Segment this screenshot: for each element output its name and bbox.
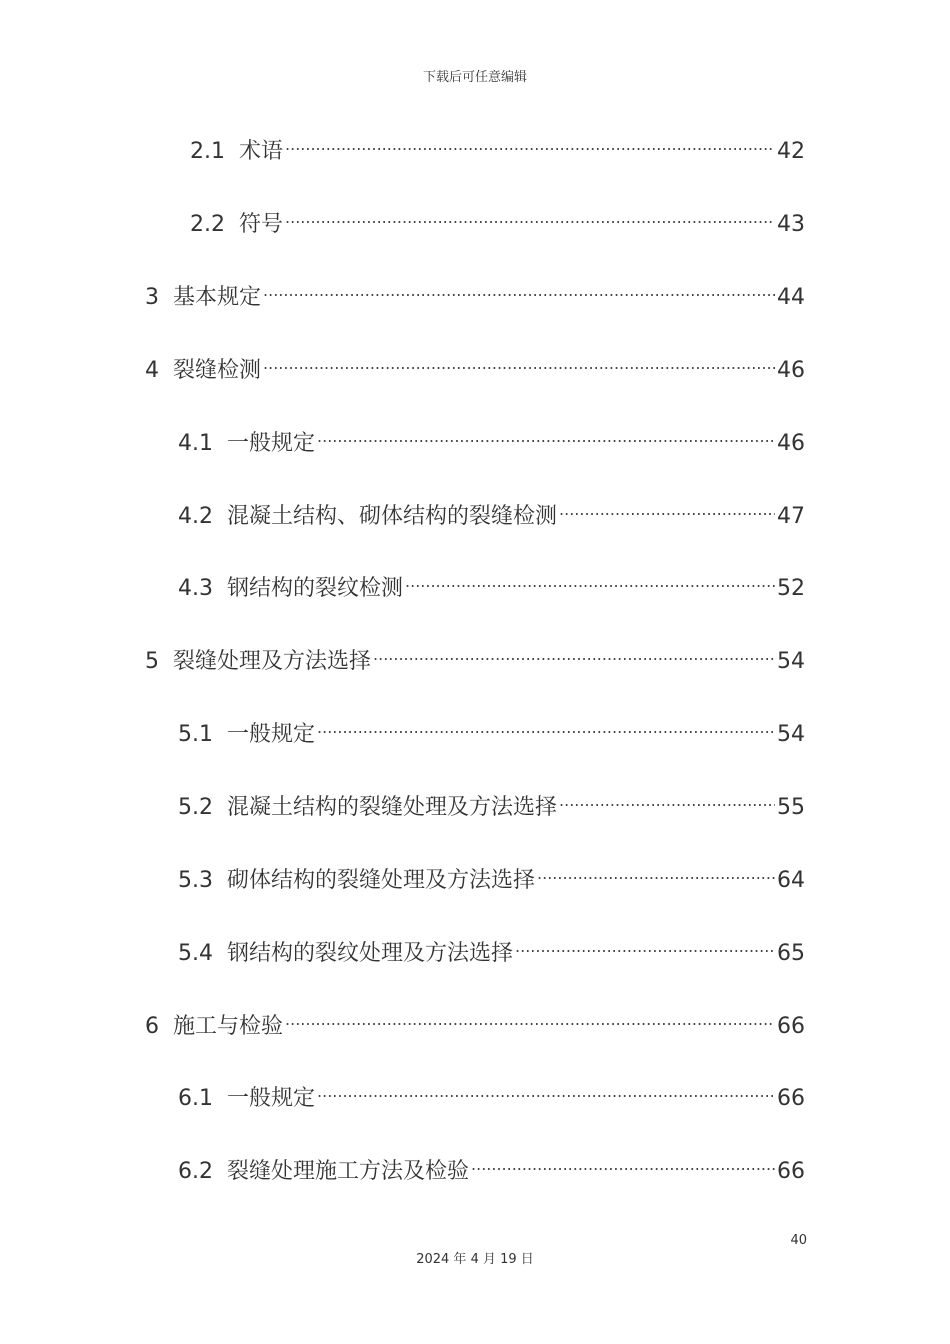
toc-entry-5-2[interactable] — [178, 790, 805, 824]
toc-dot-leader — [515, 934, 775, 956]
toc-entry-4-2[interactable] — [178, 499, 805, 533]
toc-entry-number: 5.2 — [178, 795, 213, 820]
toc-dot-leader — [285, 1007, 775, 1029]
toc-entry-title: 混凝土结构的裂缝处理及方法选择 — [227, 795, 558, 820]
toc-entry-2-1[interactable] — [190, 134, 805, 168]
toc-entry-page: 43 — [777, 212, 805, 237]
toc-entry-title: 一般规定 — [227, 1086, 316, 1111]
toc-dot-leader — [263, 278, 775, 300]
toc-entry-number: 5.1 — [178, 722, 213, 747]
toc-entry-page: 54 — [777, 722, 805, 747]
toc-entry-2-2[interactable] — [190, 207, 805, 241]
toc-entry-page: 54 — [777, 649, 805, 674]
toc-dot-leader — [373, 642, 775, 664]
toc-entry-title: 术语 — [239, 139, 284, 164]
toc-dot-leader — [263, 351, 775, 373]
toc-entry-number: 5.4 — [178, 941, 213, 966]
toc-entry-6-1[interactable] — [178, 1081, 805, 1115]
toc-entry-5[interactable] — [145, 644, 805, 678]
toc-entry-title: 一般规定 — [227, 722, 316, 747]
toc-entry-title: 基本规定 — [173, 285, 262, 310]
toc-entry-title: 一般规定 — [227, 431, 316, 456]
page-footer-date: 2024 年 4 月 19 日 — [416, 1252, 534, 1267]
toc-entry-page: 44 — [777, 285, 805, 310]
page-header: 下载后可任意编辑 — [422, 70, 527, 85]
toc-entry-number: 6.1 — [178, 1086, 213, 1111]
toc-entry-page: 46 — [777, 358, 805, 383]
toc-entry-5-1[interactable] — [178, 717, 805, 751]
toc-entry-number: 6 — [145, 1014, 159, 1039]
toc-dot-leader — [317, 424, 775, 446]
toc-entry-number: 5.3 — [178, 868, 213, 893]
toc-entry-number: 4.3 — [178, 576, 213, 601]
toc-entry-4-1[interactable] — [178, 426, 805, 460]
toc-entry-title: 裂缝处理施工方法及检验 — [227, 1159, 470, 1184]
toc-entry-number: 3 — [145, 285, 159, 310]
toc-entry-5-4[interactable] — [178, 936, 805, 970]
toc-entry-5-3[interactable] — [178, 863, 805, 897]
toc-entry-title: 施工与检验 — [173, 1014, 284, 1039]
toc-entry-page: 46 — [777, 431, 805, 456]
toc-dot-leader — [537, 861, 775, 883]
toc-entry-page: 66 — [777, 1014, 805, 1039]
toc-dot-leader — [471, 1152, 775, 1174]
toc-dot-leader — [317, 715, 775, 737]
toc-entry-number: 2.2 — [190, 212, 225, 237]
toc-dot-leader — [285, 132, 775, 154]
toc-entry-title: 钢结构的裂纹处理及方法选择 — [227, 941, 514, 966]
toc-entry-page: 55 — [777, 795, 805, 820]
toc-entry-4-3[interactable] — [178, 571, 805, 605]
page-number: 40 — [790, 1233, 807, 1248]
toc-entry-number: 5 — [145, 649, 159, 674]
toc-entry-page: 66 — [777, 1159, 805, 1184]
toc-dot-leader — [285, 205, 775, 227]
toc-entry-page: 47 — [777, 504, 805, 529]
toc-entry-page: 64 — [777, 868, 805, 893]
toc-entry-title: 钢结构的裂纹检测 — [227, 576, 404, 601]
toc-entry-6[interactable] — [145, 1009, 805, 1043]
toc-entry-title: 裂缝处理及方法选择 — [173, 649, 372, 674]
toc-entry-6-2[interactable] — [178, 1154, 805, 1188]
toc-entry-number: 4 — [145, 358, 159, 383]
toc-entry-page: 42 — [777, 139, 805, 164]
toc-entry-title: 符号 — [239, 212, 284, 237]
toc-entry-4[interactable] — [145, 353, 805, 387]
toc-entry-page: 66 — [777, 1086, 805, 1111]
toc-entry-title: 混凝土结构、砌体结构的裂缝检测 — [227, 504, 558, 529]
toc-dot-leader — [317, 1079, 775, 1101]
toc-entry-page: 65 — [777, 941, 805, 966]
toc-entry-number: 4.2 — [178, 504, 213, 529]
toc-dot-leader — [405, 569, 775, 591]
toc-dot-leader — [559, 788, 775, 810]
toc-entry-number: 4.1 — [178, 431, 213, 456]
toc-entry-title: 裂缝检测 — [173, 358, 262, 383]
toc-dot-leader — [559, 497, 775, 519]
toc-entry-number: 2.1 — [190, 139, 225, 164]
toc-entry-number: 6.2 — [178, 1159, 213, 1184]
toc-entry-page: 52 — [777, 576, 805, 601]
toc-entry-3[interactable] — [145, 280, 805, 314]
toc-entry-title: 砌体结构的裂缝处理及方法选择 — [227, 868, 536, 893]
